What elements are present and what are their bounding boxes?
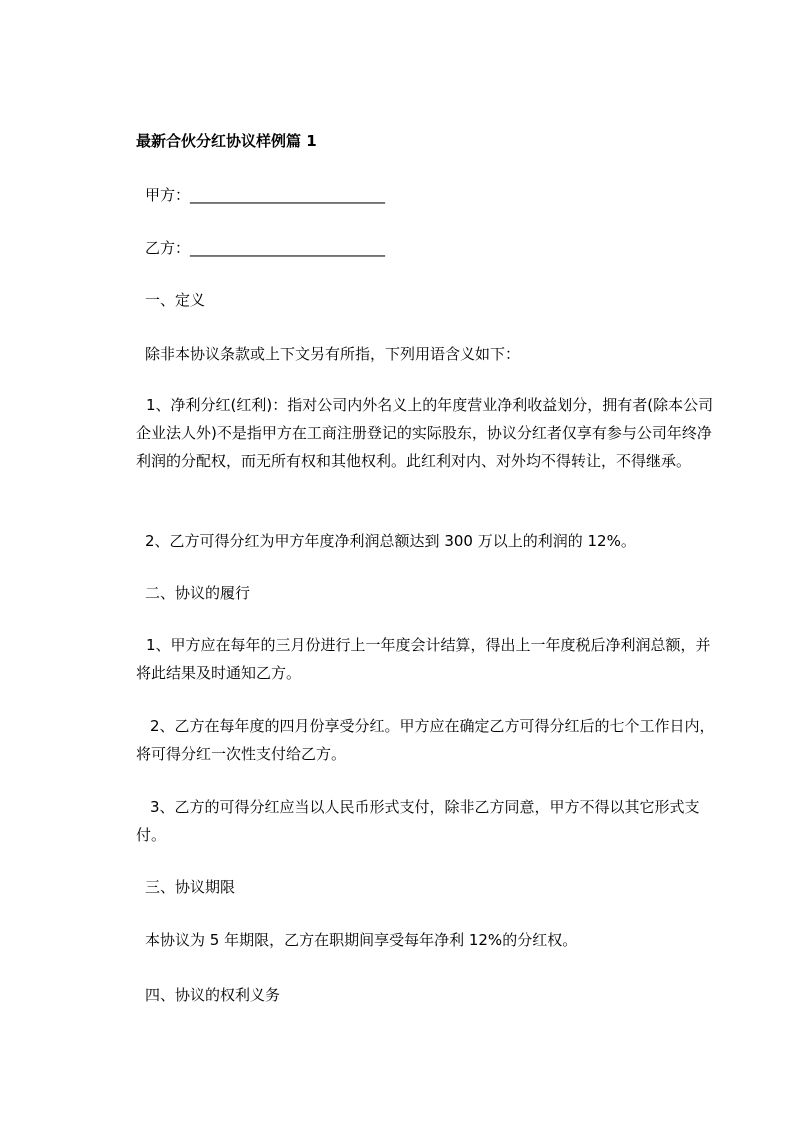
section1-intro: 除非本协议条款或上下文另有所指，下列用语含义如下： bbox=[145, 345, 521, 363]
party-a-line: 甲方：__________________________ bbox=[145, 186, 386, 204]
section1-item2: 2、乙方可得分红为甲方年度净利润总额达到 300 万以上的利润的 12%。 bbox=[145, 532, 636, 550]
section2-item2: 2、乙方在每年度的四月份享受分红。甲方应在确定乙方可得分红后的七个工作日内，将可得分红一次性支付给乙方。 bbox=[136, 717, 715, 763]
party-b-line: 乙方：__________________________ bbox=[145, 239, 386, 257]
section3-heading: 三、协议期限 bbox=[145, 878, 236, 896]
section1-item1: 1、净利分红(红利)：指对公司内外名义上的年度营业净利收益划分，拥有者(除本公司企业法人外)不是指甲方在工商注册登记的实际股东，协议分红者仅享有参与公司年终净利润的分配权，而无所有权和其他权利。此红利对内、对外均不得转让，不得继承。 bbox=[136, 396, 714, 470]
document-title: 最新合伙分红协议样例篇 1 bbox=[136, 132, 317, 150]
section4-heading: 四、协议的权利义务 bbox=[145, 986, 281, 1004]
section3-body: 本协议为 5 年期限，乙方在职期间享受每年净利 12%的分红权。 bbox=[145, 931, 578, 949]
section1-heading: 一、定义 bbox=[145, 291, 206, 309]
section2-item3: 3、乙方的可得分红应当以人民币形式支付，除非乙方同意，甲方不得以其它形式支付。 bbox=[136, 798, 700, 844]
section2-heading: 二、协议的履行 bbox=[145, 584, 251, 602]
section2-item1: 1、甲方应在每年的三月份进行上一年度会计结算，得出上一年度税后净利润总额，并将此结果及时通知乙方。 bbox=[136, 636, 711, 682]
